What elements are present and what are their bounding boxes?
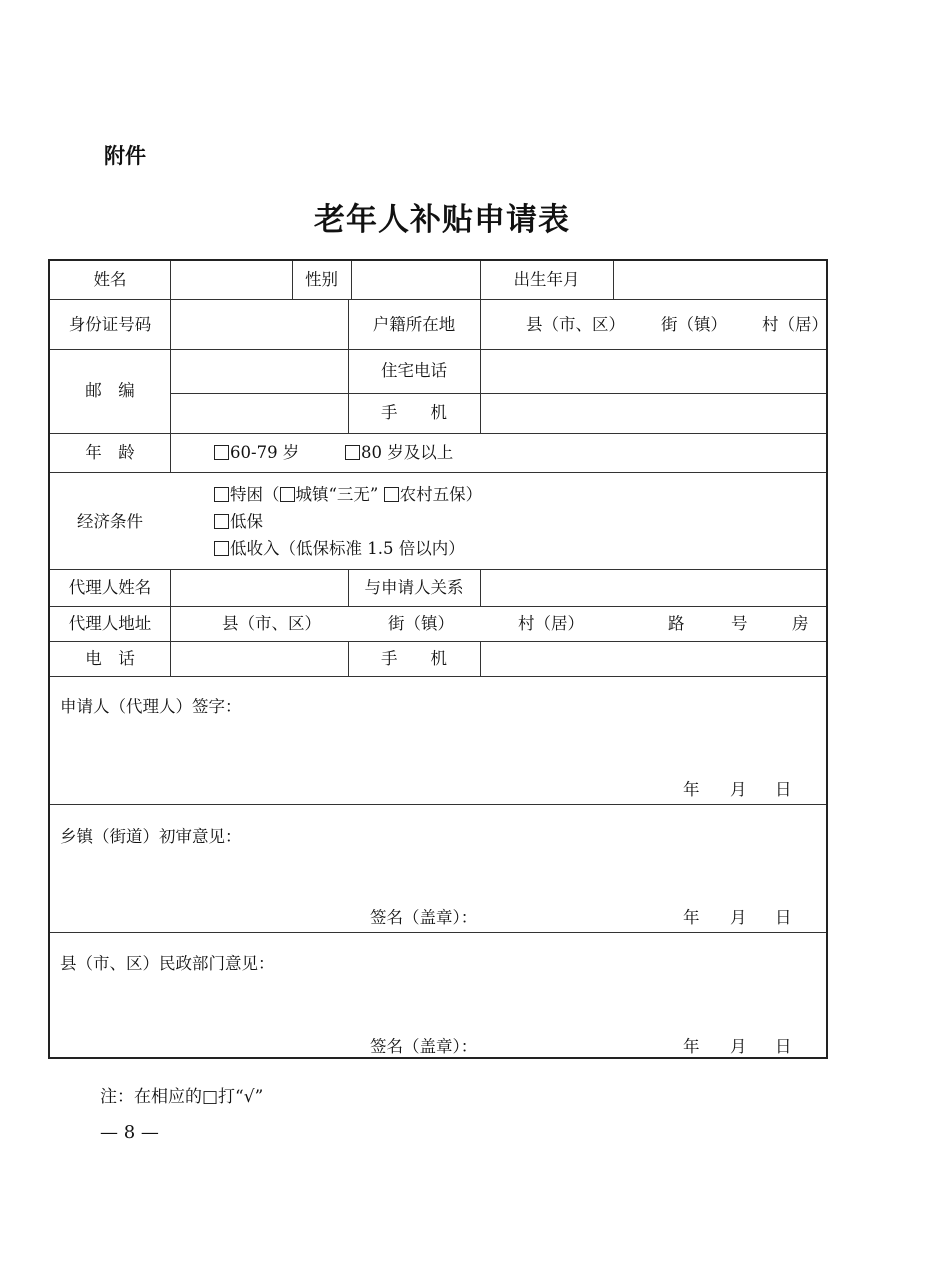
checkbox-icon[interactable] [384, 487, 399, 502]
township-month: 月 [730, 908, 747, 927]
checkbox-icon[interactable] [214, 514, 229, 529]
county-opinion-label: 县（市、区）民政部门意见： [60, 954, 275, 973]
relation-label: 与申请人关系 [364, 578, 464, 597]
household-county: 县（市、区） [526, 315, 625, 334]
address-street: 街（镇） [388, 614, 454, 633]
phone-field[interactable] [171, 642, 347, 675]
phone-label: 电 话 [85, 649, 135, 668]
birth-field[interactable] [614, 261, 824, 299]
home-phone-field[interactable] [481, 350, 825, 392]
address-county: 县（市、区） [222, 614, 321, 633]
county-day: 日 [775, 1037, 792, 1056]
applicant-sign-label: 申请人（代理人）签字： [60, 697, 242, 716]
econ-option-tekun[interactable]: 特困（ 城镇“三无” 农村五保） [214, 485, 482, 505]
econ-option-dibao[interactable]: 低保 [214, 512, 263, 532]
name-label: 姓名 [93, 270, 127, 289]
gender-label: 性别 [305, 270, 338, 289]
household-label: 户籍所在地 [372, 315, 456, 334]
address-road: 路 [668, 614, 685, 633]
checkbox-icon[interactable] [280, 487, 295, 502]
economic-label: 经济条件 [77, 512, 143, 531]
postcode-field[interactable] [171, 350, 347, 432]
township-year: 年 [683, 908, 700, 927]
agent-name-field[interactable] [171, 570, 347, 605]
age-option-60-79[interactable]: 60-79 岁 [214, 443, 299, 463]
page-number: — 8 — [100, 1122, 159, 1143]
name-field[interactable] [171, 261, 291, 299]
sign-day: 日 [775, 780, 792, 799]
gender-field[interactable] [352, 261, 479, 299]
agent-address-label: 代理人地址 [68, 614, 152, 633]
household-village: 村（居） [762, 315, 828, 334]
county-month: 月 [730, 1037, 747, 1056]
agent-mobile-field[interactable] [481, 642, 825, 675]
township-sign-seal: 签名（盖章）： [370, 908, 478, 927]
township-opinion-label: 乡镇（街道）初审意见： [60, 827, 242, 846]
sign-year: 年 [683, 780, 700, 799]
checkbox-icon[interactable] [214, 445, 229, 460]
econ-option-low-income[interactable]: 低收入（低保标准 1.5 倍以内） [214, 539, 465, 559]
agent-name-label: 代理人姓名 [68, 578, 152, 597]
application-form-table [48, 259, 828, 1059]
address-number: 号 [731, 614, 748, 633]
age-option-80-plus[interactable]: 80 岁及以上 [345, 443, 453, 463]
birth-label: 出生年月 [513, 270, 580, 289]
address-village: 村（居） [518, 614, 584, 633]
mobile-label: 手 机 [381, 403, 447, 422]
checkbox-icon[interactable] [214, 541, 229, 556]
sign-month: 月 [730, 780, 747, 799]
relation-field[interactable] [481, 570, 825, 605]
county-year: 年 [683, 1037, 700, 1056]
id-number-label: 身份证号码 [68, 315, 152, 334]
age-label: 年 龄 [85, 443, 135, 462]
checkbox-icon[interactable] [345, 445, 360, 460]
footnote: 注：在相应的□打“√” [100, 1087, 264, 1107]
mobile-field[interactable] [481, 394, 825, 432]
form-title: 老年人补贴申请表 [314, 202, 570, 238]
id-number-field[interactable] [171, 300, 347, 348]
agent-mobile-label: 手 机 [381, 649, 447, 668]
county-sign-seal: 签名（盖章）： [370, 1037, 478, 1056]
address-room: 房 [792, 614, 809, 633]
attachment-label: 附件 [104, 144, 146, 168]
household-street: 街（镇） [661, 315, 727, 334]
postcode-label: 邮 编 [85, 381, 135, 400]
checkbox-icon[interactable] [214, 487, 229, 502]
township-day: 日 [775, 908, 792, 927]
home-phone-label: 住宅电话 [381, 361, 447, 380]
